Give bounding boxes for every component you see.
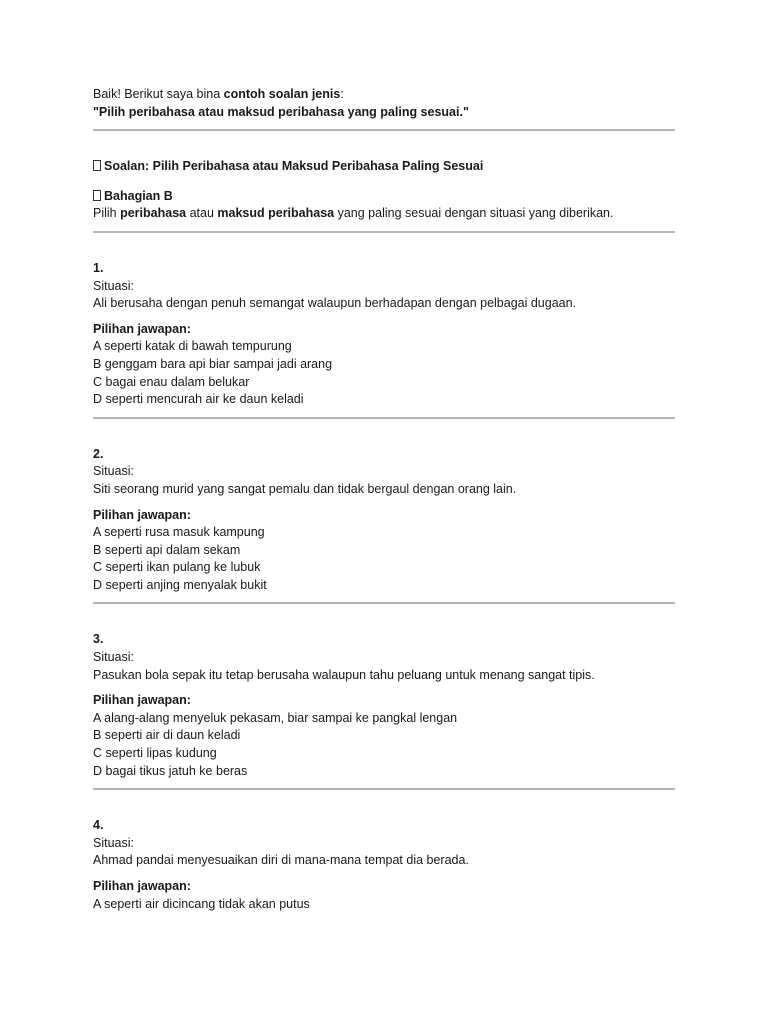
- question-1: [93, 260, 675, 409]
- placeholder-glyph-icon: [93, 190, 101, 201]
- section-title-text: Soalan: Pilih Peribahasa atau Maksud Peribahasa Paling Sesuai: [104, 159, 484, 174]
- situation-text: Pasukan bola sepak itu tetap berusaha walaupun tahu peluang untuk menang sangat tipis.: [93, 667, 595, 682]
- pilihan-label: Pilihan jawapan:: [93, 879, 191, 893]
- instruction-part: atau: [186, 206, 218, 221]
- question-3: [93, 631, 675, 780]
- document-page: [93, 86, 675, 913]
- question-2: [93, 446, 675, 595]
- section-subtitle: [93, 188, 675, 206]
- intro-suffix: :: [340, 87, 344, 101]
- option-a: A seperti rusa masuk kampung: [93, 525, 265, 540]
- option-c: C seperti ikan pulang ke lubuk: [93, 560, 261, 575]
- option-d: D seperti anjing menyalak bukit: [93, 577, 267, 592]
- option-a: A seperti katak di bawah tempurung: [93, 339, 292, 354]
- option-c: C bagai enau dalam belukar: [93, 374, 250, 389]
- option-a: A seperti air dicincang tidak akan putus: [93, 896, 310, 911]
- option-c: C seperti lipas kudung: [93, 746, 217, 761]
- intro-quote-text: "Pilih peribahasa atau maksud peribahasa yang paling sesuai.": [93, 104, 469, 119]
- situasi-label: Situasi:: [93, 835, 134, 850]
- option-d: D seperti mencurah air ke daun keladi: [93, 392, 304, 407]
- instruction-part: yang paling sesuai dengan situasi yang diberikan.: [334, 206, 614, 221]
- option-b: B genggam bara api biar sampai jadi arang: [93, 356, 333, 371]
- situasi-label: Situasi:: [93, 278, 134, 293]
- intro-quote: [93, 104, 675, 122]
- instruction-bold: maksud peribahasa: [217, 206, 335, 221]
- option-b: B seperti air di daun keladi: [93, 728, 241, 743]
- question-4: [93, 817, 675, 913]
- option-a: A alang-alang menyeluk pekasam, biar sampai ke pangkal lengan: [93, 710, 458, 725]
- section-subtitle-text: Bahagian B: [104, 188, 173, 203]
- question-number: 4.: [93, 818, 104, 833]
- question-number: 3.: [93, 632, 104, 647]
- situasi-label: Situasi:: [93, 650, 134, 665]
- pilihan-label: Pilihan jawapan:: [93, 507, 191, 522]
- instruction: [93, 205, 675, 223]
- option-d: D bagai tikus jatuh ke beras: [93, 763, 248, 778]
- intro-line: [93, 86, 675, 104]
- placeholder-glyph-icon: [93, 160, 101, 171]
- intro-bold: contoh soalan jenis: [223, 87, 341, 101]
- instruction-part: Pilih: [93, 206, 121, 221]
- section-title: [93, 158, 675, 176]
- situation-text: Ali berusaha dengan penuh semangat walaupun berhadapan dengan pelbagai dugaan.: [93, 296, 577, 311]
- option-b: B seperti api dalam sekam: [93, 542, 241, 557]
- question-number: 1.: [93, 260, 104, 275]
- intro-prefix: Baik! Berikut saya bina: [93, 87, 224, 101]
- instruction-bold: peribahasa: [120, 206, 187, 221]
- situasi-label: Situasi:: [93, 464, 134, 479]
- situation-text: Ahmad pandai menyesuaikan diri di mana-mana tempat dia berada.: [93, 853, 469, 868]
- pilihan-label: Pilihan jawapan:: [93, 693, 191, 708]
- pilihan-label: Pilihan jawapan:: [93, 321, 191, 336]
- situation-text: Siti seorang murid yang sangat pemalu dan tidak bergaul dengan orang lain.: [93, 481, 517, 496]
- question-number: 2.: [93, 446, 104, 461]
